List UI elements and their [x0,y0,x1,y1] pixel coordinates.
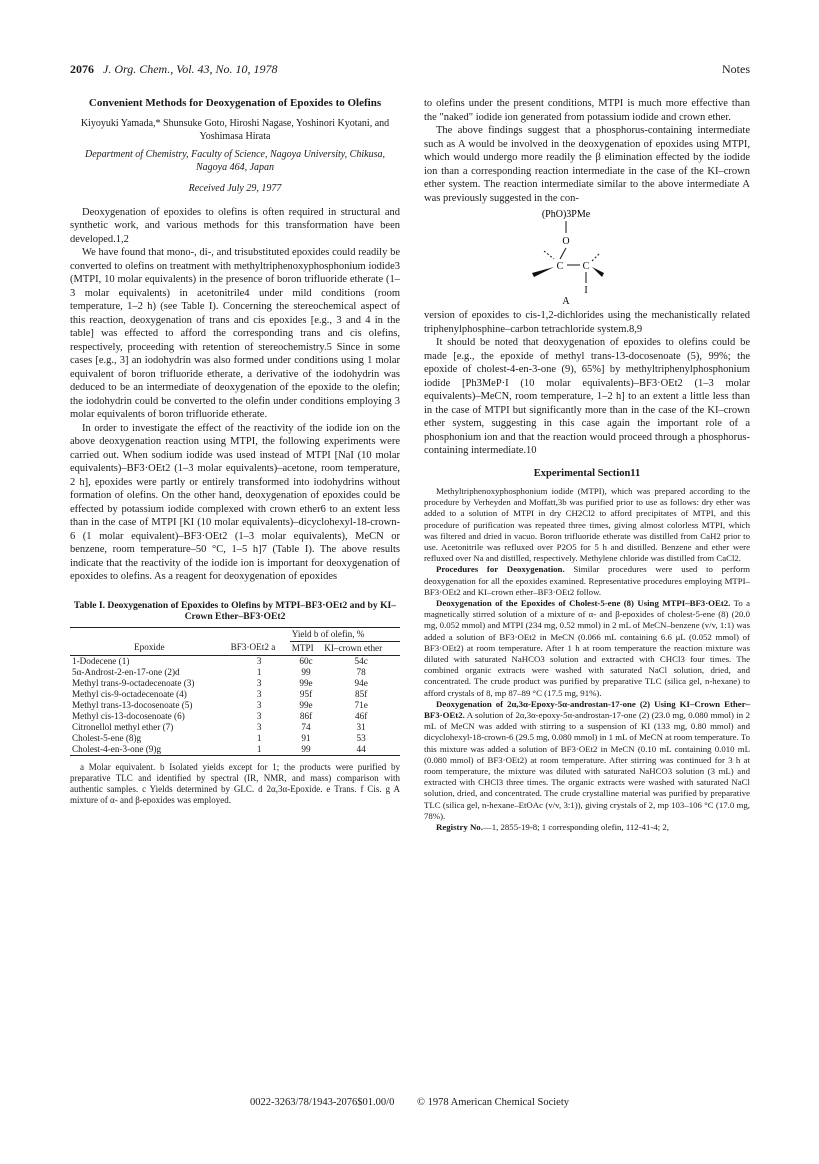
body-paragraph: to olefins under the present conditions, MTPI is much more effective than the "naked" iodide ion generated from potassium iodide and crown ether. [424,98,750,123]
table-row [70,711,400,722]
body-paragraph: Deoxygenation of epoxides to olefins is often required in structural and synthetic work, and various methods for this transformation have been developed.1,2 [70,206,400,245]
structure-drawing [504,207,664,305]
table-row [70,667,400,678]
cell-crown: 71e [354,699,368,710]
cell-mtpi: 99 [301,666,311,677]
body-paragraph: version of epoxides to cis-1,2-dichlorides using the mechanistically related triphenylphosphine–carbon tetrachloride system.8,9 [424,310,750,335]
cell-mtpi: 99e [299,699,313,710]
experimental-paragraph: Procedures for Deoxygenation. Similar procedures were used to perform deoxygenation for all the epoxides examined. Representative procedures employing MTPI–BF3·OEt2 and KI–crown ether–BF3·OEt2 follow. [424,564,750,597]
body-paragraph: It should be noted that deoxygenation of epoxides to olefins could be made [e.g., the epoxide of methyl trans-13-docosenoate (5), 99%; the epoxide of cholest-4-en-3-one (9), 65%] by methyltriphenylphosphonium iodide [Ph3MeP·I (10 molar equivalents)–BF3·OEt2 (1–3 molar equivalents)–MeCN, room temperature, 1–2 h] to an extent a little less than in the case of MTPI but significantly more than in the case of the KI–crown ether system, suggesting in this case again the important role of a phosphonium ion and that the reaction would proceed through a phosphorus-containing intermediate.10 [424,337,750,456]
table-row [70,722,400,733]
cell-crown: 94e [354,677,368,688]
cell-bf3: 1 [256,732,262,743]
cell-epoxide: Citronellol methyl ether (7) [72,721,174,732]
cell-mtpi: 99e [299,677,313,688]
iodine-label: I [584,285,588,296]
run-in-heading: Procedures for Deoxygenation. [436,564,565,575]
intermediate-structure-figure [424,207,750,305]
copyright-notice: © 1978 American Chemical Society [416,1097,570,1108]
carbon-2-label: C [582,261,590,272]
hashed-bond [592,253,600,261]
run-in-heading: Deoxygenation of 2α,3α-Epoxy-5α-androstan-17-one (2) Using KI–Crown Ether–BF3·OEt2. [424,698,750,721]
page-number: 2076 [70,62,94,76]
cell-mtpi: 91 [301,732,311,743]
col-header-crown: KI–crown ether [324,642,383,653]
cell-epoxide: Cholest-4-en-3-one (9)g [72,743,162,754]
table-footnote: a Molar equivalent. b Isolated yields except for 1; the products were purified by preparative TLC and identified by spectral (IR, NMR, and mass) comparison with authentic samples. c Yields determined by GLC. d 2α,3α-Epoxide. e Trans. f Cis. g A mixture of α- and β-epoxides was employed. [70,761,400,805]
cell-mtpi: 86f [299,710,313,721]
section-label: Notes [722,62,750,76]
table-row [70,678,400,689]
col-header-mtpi: MTPI [291,642,314,653]
cell-bf3: 3 [256,721,262,732]
experimental-section [424,486,750,833]
affiliation: Department of Chemistry, Faculty of Science, Nagoya University, Chikusa, Nagoya 464, Japan [85,149,385,173]
cell-mtpi: 95f [299,688,313,699]
table-row [70,744,400,756]
cell-bf3: 1 [256,666,262,677]
run-in-heading: Deoxygenation of the Epoxides of Cholest-5-ene (8) Using MTPI–BF3·OEt2. [436,598,731,609]
wedge-bond [592,267,604,277]
o-c-bond [560,248,566,259]
table-row [70,655,400,667]
cell-epoxide: Methyl cis-9-octadecenoate (4) [72,688,187,699]
received-date: Received July 29, 1977 [188,183,282,194]
right-column [424,97,750,833]
author-list: Kiyoyuki Yamada,* Shunsuke Goto, Hiroshi Nagase, Yoshinori Kyotani, and Yoshimasa Hirata [80,118,390,142]
cell-crown: 78 [356,666,366,677]
cell-epoxide: 1-Dodecene (1) [72,655,130,666]
registry-numbers: Registry No.—1, 2855-19-8; 1 corresponding olefin, 112-41-4; 2, [436,822,669,833]
yield-group-header: Yield b of olefin, % [290,627,400,641]
carbon-1-label: C [556,261,564,272]
phosphonium-label: (PhO)3PMe [541,209,591,220]
header-left [70,62,278,77]
cell-epoxide: Methyl trans-9-octadecenoate (3) [72,677,195,688]
cell-crown: 53 [356,732,366,743]
cell-crown: 31 [356,721,366,732]
cell-mtpi: 99 [301,743,311,754]
body-paragraph: In order to investigate the effect of the reactivity of the iodide ion on the above deoxygenation reaction using MTPI, the following experiments were carried out. When sodium iodide was used instead of MTPI [NaI (10 molar equivalents)–BF3·OEt2 (1–3 molar equivalents)–acetone, room temperature, 2 h], epoxides were partly or entirely transformed into iodohydrins without formation of olefins. On the other hand, deoxygenation of epoxides could be effected by potassium iodide complexed with crown ether6 to an extent less than in the case of MTPI [KI (10 molar equivalents)–dicyclohexyl-18-crown-6 (1 molar equivalent)–BF3·OEt2 (1–3 molar equivalents), MeCN or benzene, room temperature–50 °C, 1–5 h]7 (Table I). The above results indicate that the reactivity of the iodide ion is important for deoxygenation of epoxides to olefins. As a reagent for deoxygenation of epoxides [70,422,400,582]
experimental-paragraph: Methyltriphenoxyphosphonium iodide (MTPI), which was prepared according to the procedure by Verheyden and Moffatt,3b was purified prior to use as follows: dry ether was added to a solution of MTPI in dry CH2Cl2 to afford precipitates of MTPI, and this procedure of purification was repeated three times, giving almost colorless MTPI, which was filtered and dried in vacuo. Boron trifluoride etherate was distilled from CaH2 prior to use. Acetonitrile was refluxed over P2O5 for 5 h and distilled. Benzene and ether were refluxed over Na and distilled, respectively. Methylene chloride was distilled from CaCl2. [424,486,750,564]
cell-bf3: 3 [256,655,262,666]
cell-epoxide: 5α-Androst-2-en-17-one (2)d [72,666,180,677]
cell-mtpi: 74 [301,721,311,732]
article-code: 0022-3263/78/1943-2076$01.00/0 [249,1097,395,1108]
cell-mtpi: 60c [299,655,313,666]
cell-crown: 44 [356,743,366,754]
oxygen-label: O [562,236,570,247]
cell-epoxide: Methyl cis-13-docosenoate (6) [72,710,185,721]
cell-epoxide: Methyl trans-13-docosenoate (5) [72,699,193,710]
yield-table [70,627,400,756]
experimental-paragraph: Deoxygenation of the Epoxides of Cholest-5-ene (8) Using MTPI–BF3·OEt2. To a magnetically stirred solution of a mixture of α- and β-epoxides of cholest-5-ene (8) (20.0 mg, 0.052 mmol) and MTPI (234 mg, 0.52 mmol) in 2 mL of MeCN–benzene (v/v, 1:1) was added a solution of BF3·OEt2 in MeCN (0.066 mL containing 6.6 μL (0.052 mmol) of BF3·OEt2) at room temperature. After 1 h at room temperature the reaction mixture was diluted with saturated NaHCO3 solution and extracted with CHCl3 four times. The combined organic extracts were washed with saturated NaCl solution, dried, and concentrated. The crude product was purified by preparative TLC (silica gel, n-hexane) to afford crystals of 8, mp 87–89 °C (17.5 mg, 91%). [424,598,750,698]
body-paragraph: We have found that mono-, di-, and trisubstituted epoxides could readily be converted to olefins on treatment with methyltriphenoxyphosphonium iodide3 (MTPI, 10 molar equivalents) in the presence of boron trifluoride etherate (1–3 molar equivalents) in acetonitrile4 under mild conditions (room temperature, 1–2 h) (see Table I). Concerning the stereochemical aspect of this reaction, deoxygenation of trans and cis epoxides [e.g., 3 and 4 in the table] was effected to afford the corresponding trans and cis olefins, respectively, proceeding with retention of stereochemistry.5 Since in some cases [e.g., 3] an iodohydrin was also formed under conditions using 1 molar equivalent of boron trifluoride etherate, a derivative of the iodohydrin was deduced to be an intermediate of deoxygenation of the epoxide to the olefin; the iodohydrin could be converted to the olefin under conditions employing 3 molar equivalents of boron trifluoride etherate. [70,247,400,420]
cell-crown: 54c [354,655,368,666]
article-title: Convenient Methods for Deoxygenation of Epoxides to Olefins [88,97,382,109]
col-header-bf3: BF3·OEt2 a [230,642,276,653]
journal-citation: J. Org. Chem., Vol. 43, No. 10, 1978 [103,62,278,76]
body-paragraph: The above findings suggest that a phosphorus-containing intermediate such as A would be involved in the deoxygenation of epoxides using MTPI, which would undergo more readily the β elimination effected by the iodide ion than a corresponding reaction intermediate in the case of the KI–crown ether system. The reaction intermediate similar to the above intermediate A was previously suggested in the con- [424,125,750,204]
cell-bf3: 1 [256,743,262,754]
cell-bf3: 3 [256,688,262,699]
wedge-bond [532,267,554,277]
table-row [70,733,400,744]
table-row [70,700,400,711]
table-title: Table I. Deoxygenation of Epoxides to Olefins by MTPI–BF3·OEt2 and by KI–Crown Ether–BF3·OEt2 [73,599,397,622]
cell-bf3: 3 [256,677,262,688]
left-column [70,97,400,806]
table-row [70,689,400,700]
hashed-bond [544,251,554,259]
experimental-paragraph: Deoxygenation of 2α,3α-Epoxy-5α-androstan-17-one (2) Using KI–Crown Ether–BF3·OEt2. A solution of 2α,3α-epoxy-5α-androstan-17-one (2) (23.0 mg, 0.080 mmol) in 2 mL of MeCN was added with stirring to a suspension of KI (133 mg, 0.80 mmol) and dicyclohexyl-18-crown-6 (29.5 mg, 0.080 mmol) in 1 mL of MeCN at room temperature. To this mixture was added a solution of BF3·OEt2 in MeCN (0.10 mL containing 0.010 mL (0.080 mmol) of BF3·OEt2) at room temperature. After stirring was continued for 3 h at room temperature, the mixture was diluted with saturated NaHCO3 solution (3 mL) and extracted with CHCl3 three times. The organic extracts were washed with saturated NaCl solution, dried, and concentrated. The crude crystalline material was purified by preparative TLC (silica gel, n-hexane–EtOAc (v/v, 3:1)), giving crystals of 2, mp 103–106 °C (17.0 mg, 78%). [424,698,750,821]
cell-crown: 85f [355,688,368,699]
figure-caption: A [562,296,570,305]
page-footer [0,1097,819,1108]
cell-bf3: 3 [256,699,262,710]
section-heading: Experimental Section11 [533,467,641,479]
cell-epoxide: Cholest-5-ene (8)g [72,732,142,743]
cell-bf3: 3 [256,710,262,721]
col-header-epoxide: Epoxide [134,642,165,653]
cell-crown: 46f [355,710,368,721]
